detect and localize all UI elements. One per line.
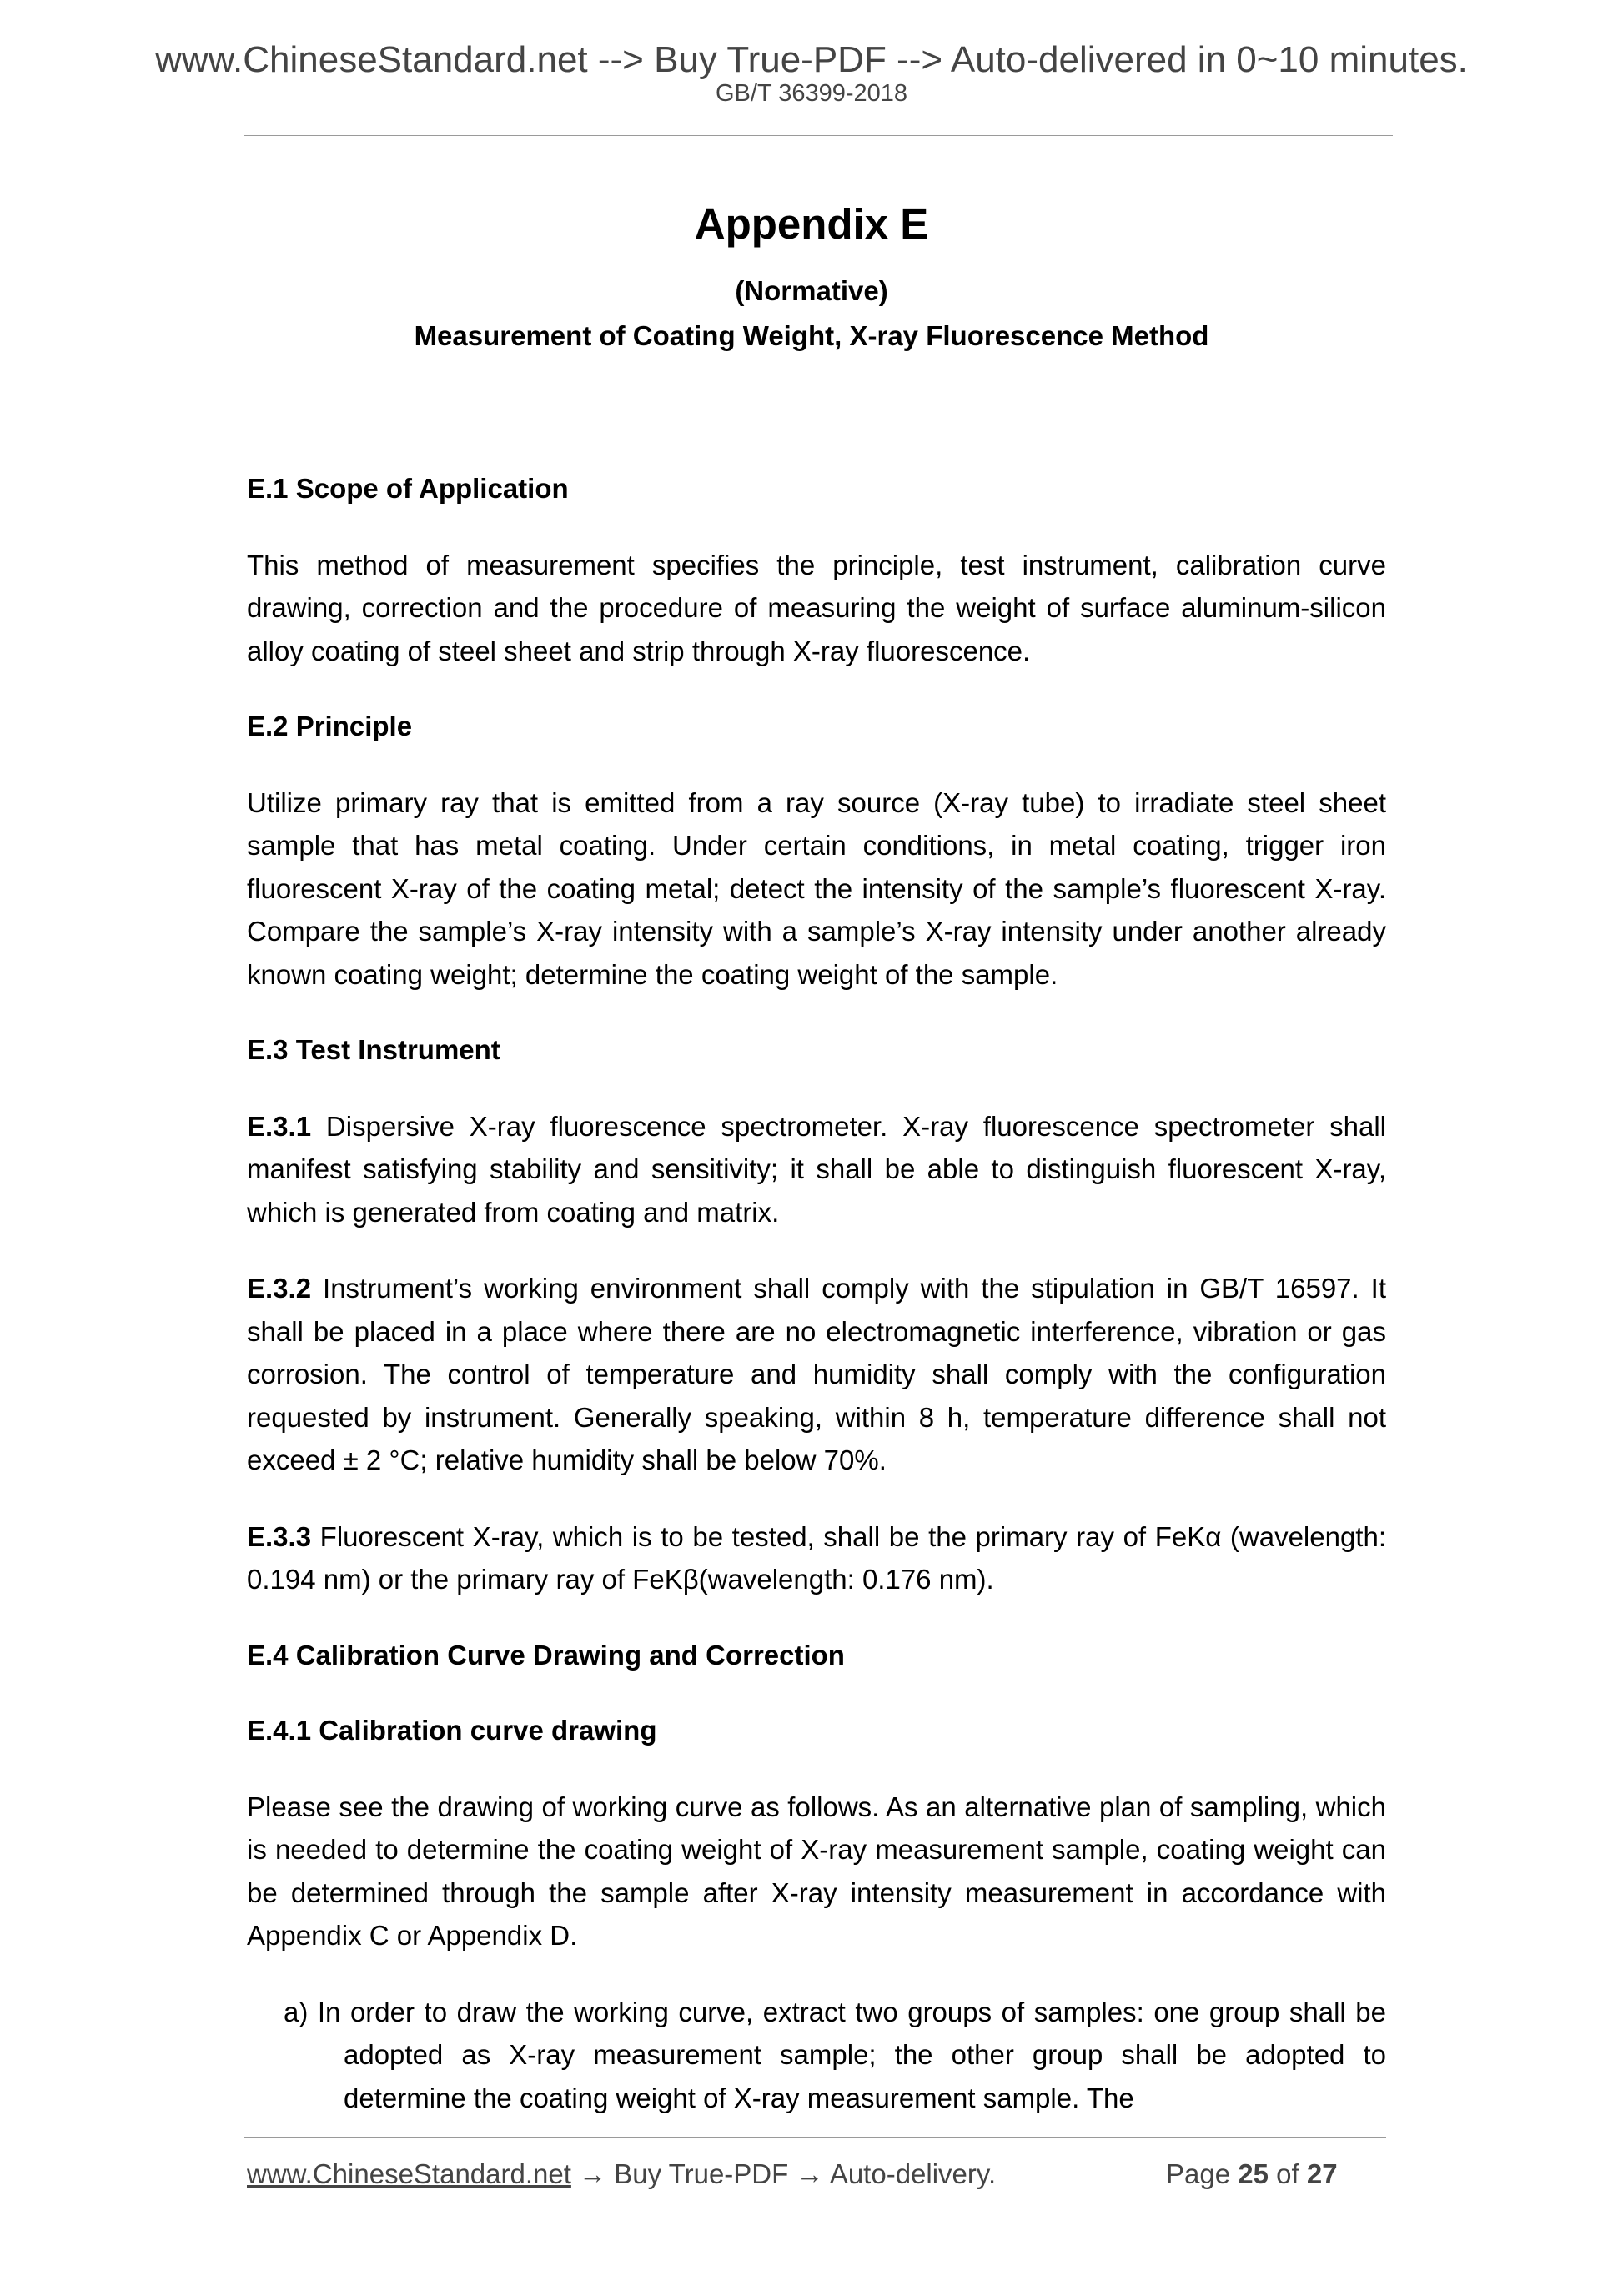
section-heading-e2: E.2 Principle — [247, 711, 413, 741]
paragraph-e31 — [247, 1105, 1386, 1234]
section-heading-e3: E.3 Test Instrument — [247, 1034, 500, 1065]
section-heading-e41: E.4.1 Calibration curve drawing — [247, 1715, 657, 1746]
footer-divider — [244, 2137, 1386, 2138]
page-label: Page — [1166, 2158, 1231, 2189]
section-heading-e1: E.1 Scope of Application — [247, 473, 569, 504]
page-total: 27 — [1306, 2158, 1338, 2189]
top-banner: www.ChineseStandard.net --> Buy True-PDF --> Auto-delivered in 0~10 minutes. — [155, 39, 1468, 80]
paragraph-e32 — [247, 1267, 1386, 1482]
paragraph-e33 — [247, 1515, 1386, 1601]
clause-text-e32: Instrument’s working environment shall comply with the stipulation in GB/T 16597. It shall be placed in a place where there are no electromagnetic interference, vibration or gas corrosion. The control of temperature and humidity shall comply with the configuration requested by instrument. Generally speaking, within 8 h, temperature difference shall not exceed ± 2 °C; relative humidity shall be below 70%. — [247, 1273, 1386, 1475]
standard-code: GB/T 36399-2018 — [715, 80, 908, 107]
appendix-title: Appendix E — [694, 200, 929, 248]
document-body — [247, 467, 1386, 2119]
footer-left — [247, 2158, 996, 2190]
list-item-a: a) In order to draw the working curve, extract two groups of samples: one group shall be adopted as X-ray measurement sample; the other group shall be adopted to determine the coating weight of X-ray measurement sample. The — [284, 1996, 1386, 2113]
clause-text-e33: Fluorescent X-ray, which is to be tested, shall be the primary ray of FeKα (wavelength: 0.194 nm) or the primary ray of FeKβ(wavelength: 0.176 nm). — [247, 1520, 1387, 1595]
paragraph-e2: Utilize primary ray that is emitted from a ray source (X-ray tube) to irradiate steel sheet sample that has metal coating. Under certain conditions, in metal coating, trigger iron fluorescent X-ray of the coating metal; detect the intensity of the sample’s fluorescent X-ray. Compare the sample’s X-ray intensity with a sample’s X-ray intensity under another already known coating weight; determine the coating weight of the sample. — [247, 786, 1386, 990]
site-link[interactable]: www.ChineseStandard.net — [247, 2158, 571, 2189]
clause-text-e31: Dispersive X-ray fluorescence spectrometer. X-ray fluorescence spectrometer shall manifest satisfying stability and sensitivity; it shall be able to distinguish fluorescent X-ray, which is generated from coating and matrix. — [247, 1110, 1387, 1228]
appendix-type: (Normative) — [735, 275, 888, 306]
page-number — [1166, 2158, 1338, 2190]
page-current: 25 — [1238, 2158, 1269, 2189]
header-divider — [244, 135, 1393, 136]
paragraph-e1: This method of measurement specifies the principle, test instrument, calibration curve drawing, correction and the procedure of measuring the weight of surface aluminum-silicon alloy coating of steel sheet and strip through X-ray fluorescence. — [247, 549, 1386, 666]
footer-tagline: → Buy True-PDF → Auto-delivery. — [570, 2158, 997, 2189]
clause-number-e31: E.3.1 — [247, 1110, 312, 1142]
appendix-subject: Measurement of Coating Weight, X-ray Fluorescence Method — [414, 320, 1209, 351]
of-label: of — [1276, 2158, 1299, 2189]
clause-number-e32: E.3.2 — [247, 1273, 312, 1304]
clause-number-e33: E.3.3 — [247, 1520, 312, 1552]
section-heading-e4: E.4 Calibration Curve Drawing and Correction — [247, 1639, 845, 1671]
paragraph-e41: Please see the drawing of working curve as follows. As an alternative plan of sampling, which is needed to determine the coating weight of X-ray measurement sample, coating weight can be determined through the sample after X-ray intensity measurement in accordance with Appendix C or Appendix D. — [247, 1791, 1386, 1951]
